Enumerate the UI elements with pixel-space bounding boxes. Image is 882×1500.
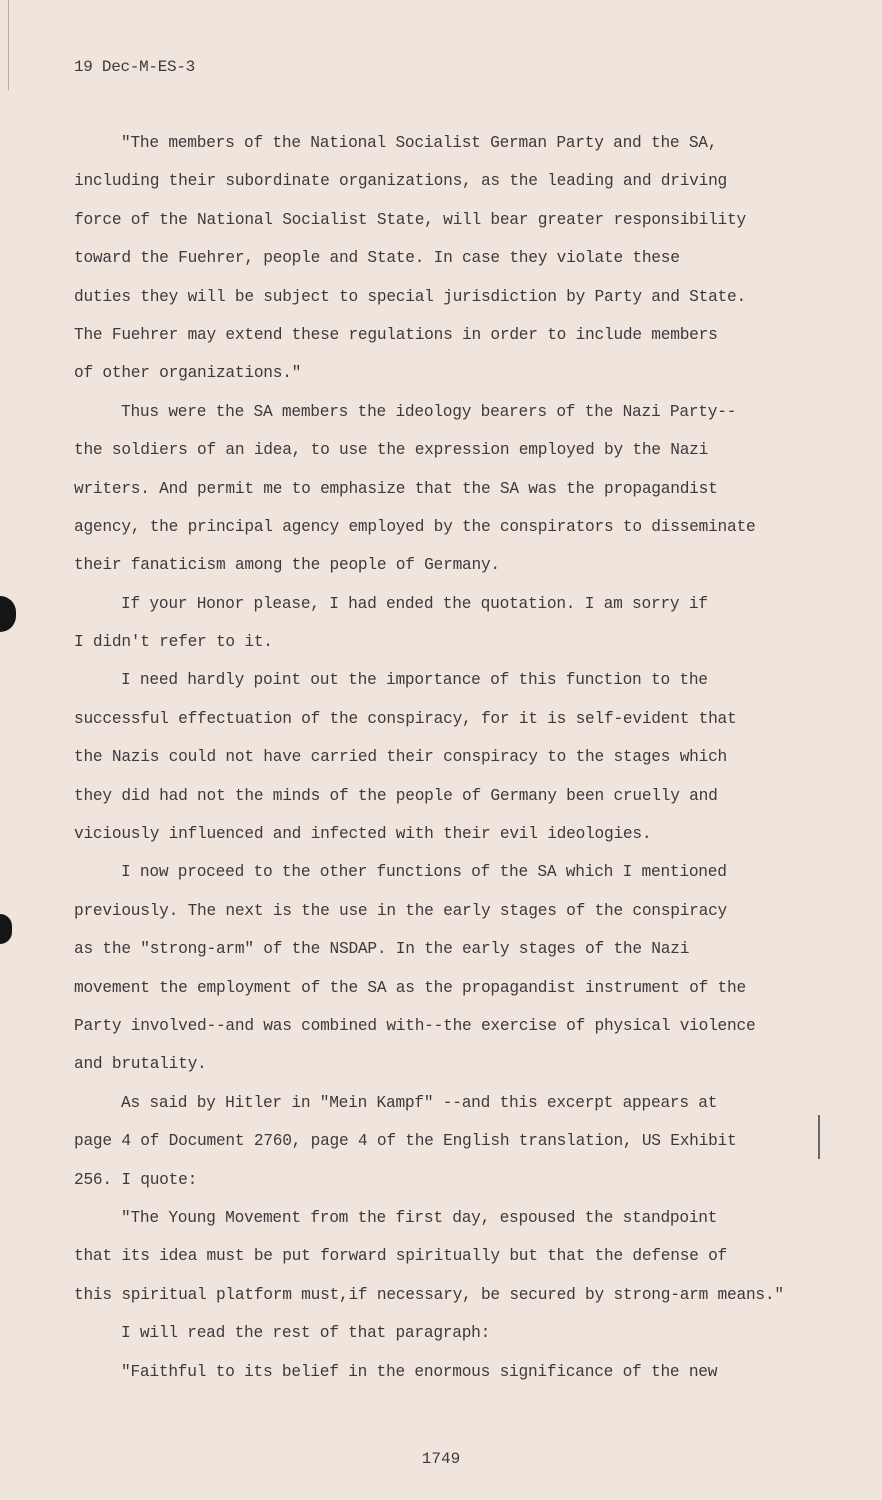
text-line: as the "strong-arm" of the NSDAP. In the early stages of the Nazi [74,940,690,959]
text-line: Party involved--and was combined with--the exercise of physical violence [74,1016,756,1035]
text-line: writers. And permit me to emphasize that the SA was the propagandist [74,479,718,498]
text-line: page 4 of Document 2760, page 4 of the English translation, US Exhibit [74,1132,737,1151]
text-line: movement the employment of the SA as the propagandist instrument of the [74,978,746,997]
text-line: I didn't refer to it. [74,633,273,652]
paper-edge [8,0,9,90]
text-line: their fanaticism among the people of Germany. [74,556,500,575]
text-line: the Nazis could not have carried their conspiracy to the stages which [74,748,728,767]
text-line: "The members of the National Socialist German Party and the SA, [121,134,718,152]
text-line: the soldiers of an idea, to use the expression employed by the Nazi [74,441,709,460]
text-line: previously. The next is the use in the early stages of the conspiracy [74,901,728,920]
text-line: agency, the principal agency employed by the conspirators to disseminate [74,517,756,536]
text-line: duties they will be subject to special jurisdiction by Party and State. [74,287,746,306]
text-line: viciously influenced and infected with their evil ideologies. [74,825,652,844]
text-line: including their subordinate organizations, as the leading and driving [74,172,728,191]
text-line: "Faithful to its belief in the enormous significance of the new [121,1362,718,1381]
document-body [74,124,794,1391]
text-line: As said by Hitler in "Mein Kampf" --and this excerpt appears at [121,1093,718,1112]
text-line: successful effectuation of the conspiracy, for it is self-evident that [74,709,737,728]
text-line: this spiritual platform must,if necessary, be secured by strong-arm means." [74,1285,784,1304]
text-line: and brutality. [74,1055,207,1074]
text-line: that its idea must be put forward spiritually but that the defense of [74,1247,728,1266]
text-line: I need hardly point out the importance of this function to the [121,671,708,690]
text-line: I will read the rest of that paragraph: [121,1324,491,1343]
text-line: force of the National Socialist State, will bear greater responsibility [74,210,746,229]
text-line: they did had not the minds of the people of Germany been cruelly and [74,786,718,805]
punch-hole [0,914,12,944]
text-line: If your Honor please, I had ended the quotation. I am sorry if [121,594,708,613]
page-number: 1749 [421,1450,461,1468]
text-line: Thus were the SA members the ideology bearers of the Nazi Party-- [121,402,737,421]
text-line: I now proceed to the other functions of the SA which I mentioned [121,863,727,882]
text-line: 256. I quote: [74,1170,198,1189]
document-reference: 19 Dec-M-ES-3 [74,58,195,76]
text-line: The Fuehrer may extend these regulations in order to include members [74,325,718,344]
text-line: toward the Fuehrer, people and State. In case they violate these [74,249,680,268]
punch-hole [0,596,16,632]
margin-mark [818,1115,820,1159]
text-line: "The Young Movement from the first day, espoused the standpoint [121,1208,718,1227]
text-line: of other organizations." [74,364,302,383]
